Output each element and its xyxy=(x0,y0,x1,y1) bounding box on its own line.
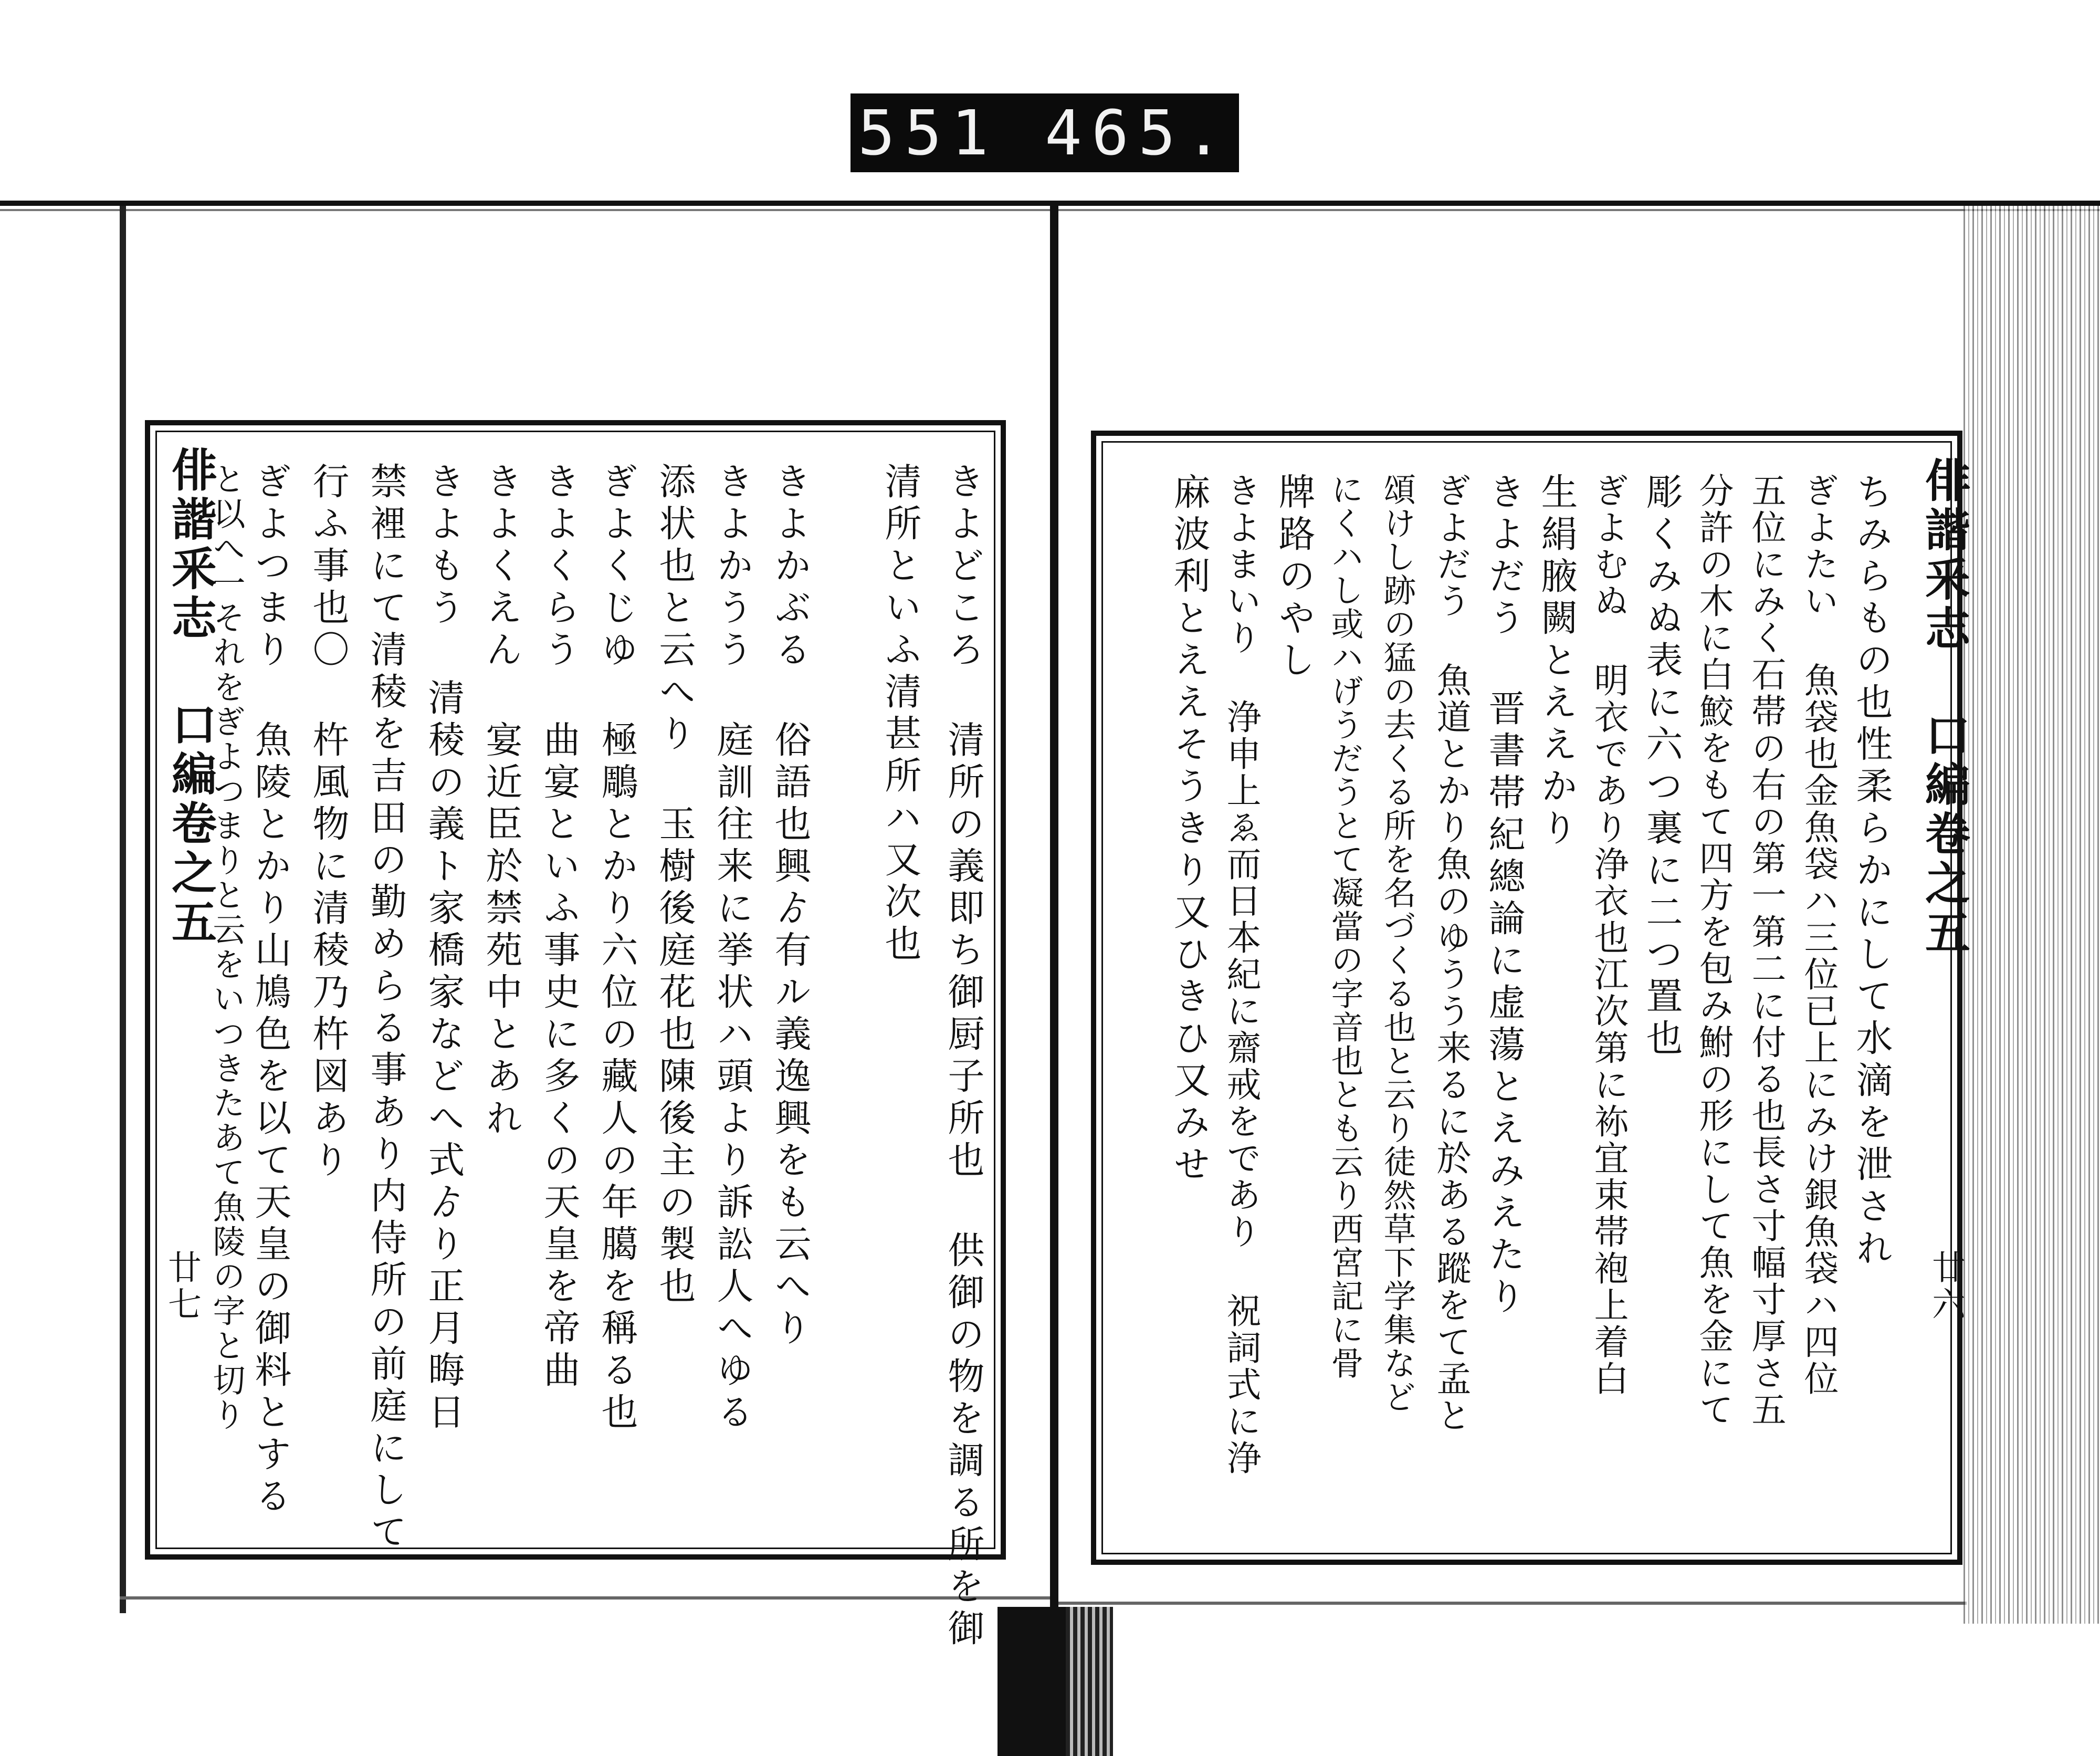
text-column: 添状也と云へり 玉樹後庭花也陳後主の製也 xyxy=(653,462,696,1309)
right-page-folio: 廿六 xyxy=(1926,1250,1965,1323)
text-column: きよどころ 清所の義即ち御厨子所也 供御の物を調る所を御 xyxy=(942,462,985,1651)
text-column: きよくえん 宴近臣於禁苑中とあれ xyxy=(480,462,523,1141)
text-column: きよくらう 曲宴といふ事史に多くの天皇を帝曲 xyxy=(538,462,581,1393)
catalog-label: 551 465. xyxy=(850,93,1239,172)
text-column: ぎよたい 魚袋也金魚袋ハ三位已上にみけ銀魚袋ハ四位 xyxy=(1798,473,1839,1397)
text-column: ぎよつまり 魚陵とかり山鳩色を以て天皇の御料とする xyxy=(249,462,292,1519)
text-column: 牌路のやし xyxy=(1273,473,1316,683)
text-column: きよもう 清稜の義ト家橋家などへ式ゟり正月晦日 xyxy=(422,462,465,1435)
text-column: 行ふ事也〇 杵風物に清稜乃杵図あり xyxy=(307,462,350,1183)
right-page-bottom-edge xyxy=(1058,1602,1967,1605)
text-column: ぎよだう 魚道とかり魚のゆうう来るに於ある蹤をて孟と xyxy=(1431,473,1471,1434)
text-column: ぎよくじゆ 極鵰とかり六位の藏人の年臈を稱る也 xyxy=(595,462,638,1435)
top-rule xyxy=(0,201,2100,206)
text-column: ぎよむぬ 明衣であり浄衣也江次第に袮宜束帯袍上着白 xyxy=(1588,473,1629,1397)
left-page-header: 俳諧釆志 口編卷之五 xyxy=(164,446,217,948)
text-column: と以へ一それをぎよつまりと云をいつきたあて魚陵の字と切り xyxy=(207,462,246,1433)
text-column: 生絹腋闕とええかり xyxy=(1535,473,1578,851)
text-column: きよかぶる 俗語也興ゟ有ル義逸興をも云へり xyxy=(769,462,812,1351)
right-page-edge-texture xyxy=(1964,206,2100,1624)
text-column: きよかうう 庭訓往来に挙状ハ頭より訴訟人へゆる xyxy=(711,462,754,1435)
text-column: きよまいり 浄申上ゑ而日本紀に齋戒をであり 祝詞式に浄 xyxy=(1221,473,1261,1477)
right-page-header: 俳諧釆志 口編卷之五 xyxy=(1917,457,1970,958)
text-column: 彫くみぬ表に六つ裏に二つ置也 xyxy=(1640,473,1683,1061)
text-column: 五位にみく石帯の右の第一第二に付る也長さ寸幅寸厚さ五 xyxy=(1746,473,1786,1428)
left-page-bottom-edge xyxy=(120,1596,1054,1600)
book-spine xyxy=(1050,206,1058,1613)
text-column: 清所といふ清甚所ハ又次也 xyxy=(879,462,922,966)
text-column: 禁裡にて清稜を吉田の勤めらる事あり内侍所の前庭にして xyxy=(364,462,407,1554)
text-column: にくハし或ハげうだうとて凝當の字音也とも云り西宮記に骨 xyxy=(1326,473,1364,1380)
left-page-folio: 廿七 xyxy=(162,1250,201,1323)
text-column: 頌けし跡の猛の去くる所を名づくる也と云り徒然草下学集など xyxy=(1378,473,1416,1414)
text-column: きよだう 晋書帯紀總論に虚蕩とえみえたり xyxy=(1483,473,1526,1319)
text-column: ちみらもの也性柔らかにして水滴を泄され xyxy=(1850,473,1893,1271)
text-column: 麻波利とええそうきり又ひきひ又みせ xyxy=(1168,473,1211,1187)
spine-shadow-texture xyxy=(1066,1607,1113,1756)
text-column: 分許の木に白鮫をもて四方を包み鮒の形にして魚を金にて xyxy=(1693,473,1734,1428)
left-page-edge xyxy=(120,206,126,1613)
